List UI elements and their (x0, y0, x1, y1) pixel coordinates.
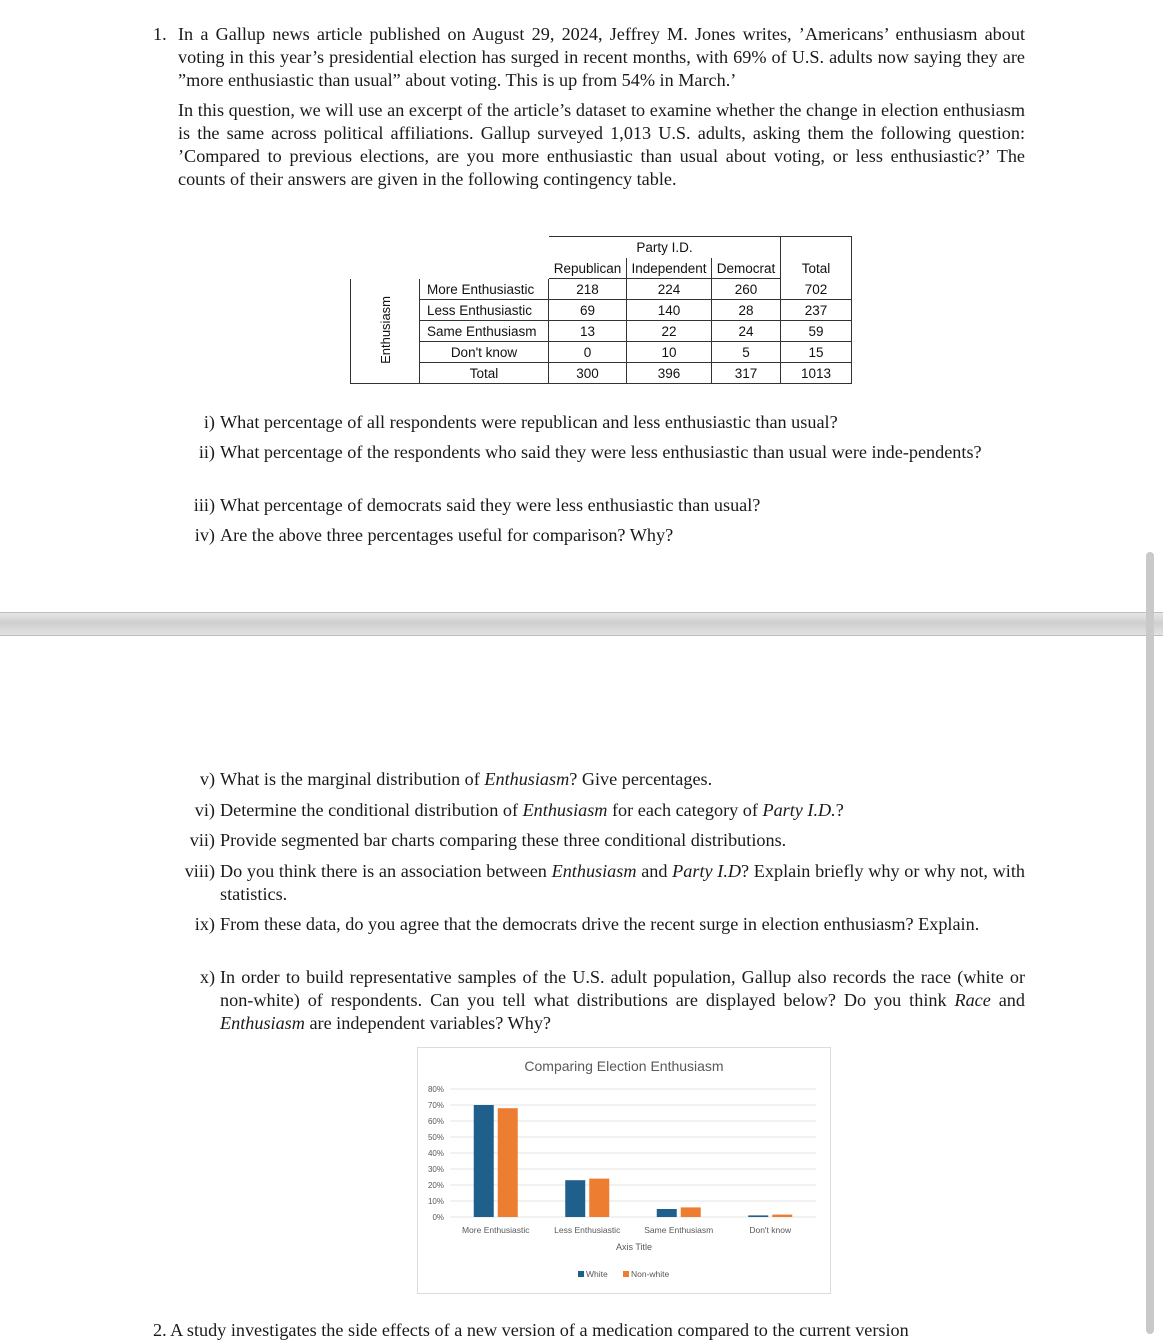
y-tick-label: 10% (427, 1197, 444, 1206)
part-iv: iv) Are the above three percentages useful for comparison? Why? (194, 525, 674, 545)
table-cell: 22 (627, 321, 712, 342)
legend-label: Non-white (631, 1269, 670, 1279)
q1-intro: In a Gallup news article published on August 29, 2024, Jeffrey M. Jones writes, ’Americans’ enthusiasm about voting in this year’s presidential election has surged in recent months, with 69% of U.S. adults now saying they are ”more enthusiastic than usual” about voting. This is up from 54% in March.’ (178, 24, 1025, 90)
table-cell: 317 (712, 363, 781, 384)
table-cell: 140 (627, 300, 712, 321)
x-axis-title: Axis Title (615, 1242, 653, 1252)
row-label-total: Total (420, 363, 549, 384)
table-cell: 260 (712, 279, 781, 300)
row-label-more: More Enthusiastic (420, 279, 549, 300)
x-tick-label: Don't know (749, 1225, 792, 1235)
y-tick-label: 50% (427, 1133, 444, 1142)
table-cell: 300 (549, 363, 627, 384)
table-cell: 69 (549, 300, 627, 321)
bar-non-white (681, 1207, 701, 1217)
part-vi: vi) Determine the conditional distribution of Enthusiasm for each category of Party I.D.? (194, 800, 844, 820)
table-cell: 13 (549, 321, 627, 342)
part-viii: viii) Do you think there is an association between Enthusiasm and Party I.D? Explain briefly why or why not, with statistics. (184, 861, 1025, 904)
table-cell: 0 (549, 342, 627, 363)
bar-non-white (498, 1108, 518, 1217)
enthusiasm-row-group: Enthusiasm (351, 279, 420, 384)
table-cell: 28 (712, 300, 781, 321)
y-tick-label: 80% (427, 1085, 444, 1094)
table-cell: 5 (712, 342, 781, 363)
bar-white (474, 1105, 494, 1217)
chart-svg (418, 1048, 830, 1293)
x-tick-label: More Enthusiastic (461, 1225, 530, 1235)
contingency-table (350, 236, 852, 384)
table-cell: 10 (627, 342, 712, 363)
part-v: v) What is the marginal distribution of Enthusiasm? Give percentages. (199, 769, 713, 789)
bar-white (657, 1209, 677, 1217)
q1-number: 1. (153, 24, 167, 44)
part-x: x) In order to build representative samples of the U.S. adult population, Gallup also records the race (white or non-white) of respondents. Can you tell what distributions are displayed below? Do you think Race and Enthusiasm are independent variables? Why? (199, 967, 1025, 1033)
col-independent: Independent (627, 258, 712, 279)
part-ii: ii) What percentage of the respondents who said they were less enthusiastic than usual were inde-pendents? (198, 442, 982, 462)
table-cell: 1013 (781, 363, 852, 384)
q1-context: In this question, we will use an excerpt of the article’s dataset to examine whether the change in election enthusiasm is the same across political affiliations. Gallup surveyed 1,013 U.S. adults, asking them the following question: ’Compared to previous elections, are you more enthusiastic than usual about voting, or less enthusiastic?’ The counts of their answers are given in the following contingency table. (178, 100, 1025, 189)
col-total: Total (781, 258, 852, 279)
y-tick-label: 40% (427, 1149, 444, 1158)
row-label-same: Same Enthusiasm (420, 321, 549, 342)
table-cell: 59 (781, 321, 852, 342)
x-tick-label: Same Enthusiasm (644, 1225, 714, 1235)
table-cell: 218 (549, 279, 627, 300)
chart-title: Comparing Election Enthusiasm (524, 1058, 724, 1074)
legend-label: White (586, 1269, 608, 1279)
y-tick-label: 30% (427, 1165, 444, 1174)
table-cell: 396 (627, 363, 712, 384)
q2-partial: 2. A study investigates the side effects of a new version of a medication compared to the current version (153, 1320, 909, 1340)
legend-swatch (578, 1271, 584, 1277)
bar-white (565, 1180, 585, 1217)
scrollbar[interactable] (1146, 552, 1154, 1334)
legend-swatch (623, 1271, 629, 1277)
enthusiasm-chart (417, 1047, 831, 1294)
bar-non-white (772, 1215, 792, 1217)
row-label-dont-know: Don't know (420, 342, 549, 363)
table-cell: 237 (781, 300, 852, 321)
party-id-header: Party I.D. (549, 237, 781, 258)
y-tick-label: 20% (427, 1181, 444, 1190)
row-label-less: Less Enthusiastic (420, 300, 549, 321)
table-cell: 702 (781, 279, 852, 300)
bar-white (748, 1215, 768, 1217)
y-tick-label: 60% (427, 1117, 444, 1126)
table-cell: 224 (627, 279, 712, 300)
part-vii: vii) Provide segmented bar charts comparing these three conditional distributions. (189, 830, 787, 850)
col-republican: Republican (549, 258, 627, 279)
y-tick-label: 70% (427, 1101, 444, 1110)
x-tick-label: Less Enthusiastic (554, 1225, 621, 1235)
table-cell: 24 (712, 321, 781, 342)
part-iii: iii) What percentage of democrats said they were less enthusiastic than usual? (193, 495, 761, 515)
y-tick-label: 0% (432, 1213, 444, 1222)
bar-non-white (589, 1179, 609, 1217)
page-separator (0, 612, 1163, 636)
col-democrat: Democrat (712, 258, 781, 279)
part-i: i) What percentage of all respondents were republican and less enthusiastic than usual? (203, 412, 838, 432)
table-cell: 15 (781, 342, 852, 363)
part-ix: ix) From these data, do you agree that the democrats drive the recent surge in election enthusiasm? Explain. (194, 914, 980, 934)
